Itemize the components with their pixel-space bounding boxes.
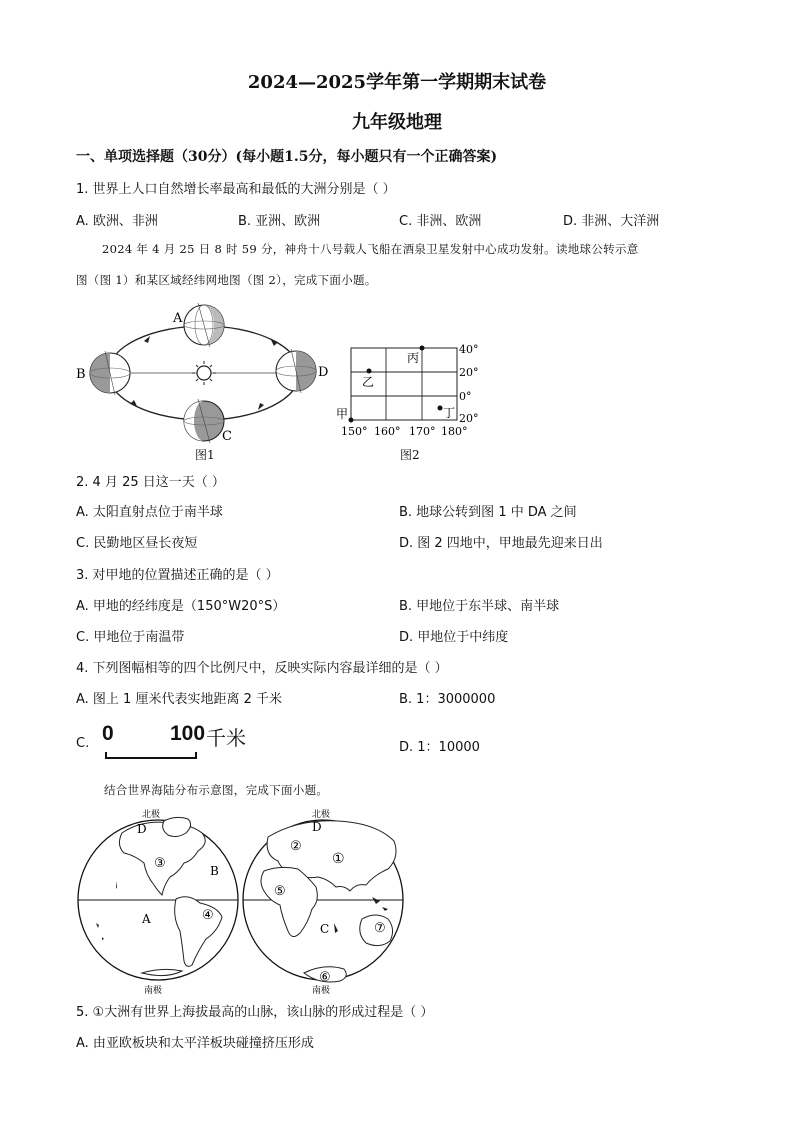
- q4-stem: 4. 下列图幅相等的四个比例尺中，反映实际内容最详细的是（ ）: [76, 661, 448, 676]
- svg-text:②: ②: [290, 839, 302, 854]
- q1-stem: 1. 世界上人口自然增长率最高和最低的大洲分别是（ ）: [76, 182, 396, 197]
- label-c: C: [222, 429, 232, 444]
- svg-text:⑥: ⑥: [319, 970, 331, 985]
- label-b: B: [76, 367, 86, 382]
- earth-position-a: [184, 303, 224, 347]
- point-yi: 乙: [362, 375, 375, 389]
- q3-option-a[interactable]: A. 甲地的经纬度是（150°W20°S）: [76, 599, 286, 614]
- q4-option-a[interactable]: A. 图上 1 厘米代表实地距离 2 千米: [76, 692, 283, 707]
- north-pole-label-left: 北极: [142, 810, 161, 820]
- svg-text:180°: 180°: [441, 425, 468, 438]
- label-a: A: [173, 311, 183, 326]
- scale-bar: [100, 722, 260, 758]
- q2-option-d[interactable]: D. 图 2 四地中，甲地最先迎来日出: [399, 536, 603, 551]
- earth-position-d: [276, 349, 316, 393]
- q5-option-a[interactable]: A. 由亚欧板块和太平洋板块碰撞挤压形成: [76, 1036, 314, 1051]
- context1-line1: 2024 年 4 月 25 日 8 时 59 分，神舟十八号载人飞船在酒泉卫星发射中心成功发射。读地球公转示意: [102, 242, 639, 256]
- q3-stem: 3. 对甲地的位置描述正确的是（ ）: [76, 568, 279, 583]
- svg-text:160°: 160°: [374, 425, 401, 438]
- lat-long-grid-map: [334, 338, 484, 442]
- svg-text:D: D: [312, 820, 322, 834]
- svg-text:150°: 150°: [341, 425, 368, 438]
- svg-text:①: ①: [332, 851, 345, 867]
- exam-title: 2024—2025学年第一学期期末试卷: [247, 72, 547, 93]
- svg-text:⑤: ⑤: [274, 884, 286, 899]
- svg-text:D: D: [137, 822, 147, 836]
- figure1-caption: 图1: [195, 448, 215, 462]
- figure2-caption: 图2: [400, 448, 420, 462]
- svg-text:0°: 0°: [459, 390, 472, 403]
- scale-hundred: 100: [170, 722, 206, 745]
- south-pole-label-right: 南极: [312, 986, 331, 995]
- exam-subtitle: 九年级地理: [352, 112, 442, 133]
- earth-position-c: [184, 399, 224, 443]
- svg-text:③: ③: [154, 856, 166, 871]
- q5-stem: 5. ①大洲有世界上海拔最高的山脉，该山脉的形成过程是（ ）: [76, 1005, 434, 1020]
- svg-text:170°: 170°: [409, 425, 436, 438]
- context2-line1: 结合世界海陆分布示意图，完成下面小题。: [104, 783, 329, 797]
- context1-line2: 图（图 1）和某区域经纬网地图（图 2），完成下面小题。: [76, 273, 377, 287]
- q2-option-a[interactable]: A. 太阳直射点位于南半球: [76, 505, 223, 520]
- svg-text:⑦: ⑦: [374, 921, 386, 936]
- point-bing: 丙: [407, 351, 420, 365]
- q1-option-b[interactable]: B. 亚洲、欧洲: [238, 214, 321, 229]
- svg-text:20°: 20°: [459, 412, 479, 425]
- q4-option-d[interactable]: D. 1：10000: [399, 740, 480, 755]
- scale-unit: 千米: [206, 726, 246, 750]
- svg-text:B: B: [210, 864, 219, 878]
- q3-option-b[interactable]: B. 甲地位于东半球、南半球: [399, 599, 560, 614]
- svg-text:20°: 20°: [459, 366, 479, 379]
- q1-option-d[interactable]: D. 非洲、大洋洲: [563, 214, 660, 229]
- earth-position-b: [90, 351, 130, 395]
- world-land-sea-map: [72, 803, 417, 995]
- point-ding: 丁: [443, 406, 456, 420]
- q2-option-c[interactable]: C. 民勤地区昼长夜短: [76, 536, 198, 551]
- q3-option-c[interactable]: C. 甲地位于南温带: [76, 630, 185, 645]
- label-d: D: [318, 365, 329, 380]
- q2-option-b[interactable]: B. 地球公转到图 1 中 DA 之间: [399, 505, 577, 520]
- north-pole-label-right: 北极: [312, 810, 331, 820]
- svg-text:C: C: [320, 922, 330, 936]
- svg-text:④: ④: [202, 908, 214, 923]
- south-pole-label-left: 南极: [144, 986, 163, 995]
- point-jia: 甲: [336, 407, 349, 421]
- q2-stem: 2. 4 月 25 日这一天（ ）: [76, 475, 225, 490]
- svg-text:A: A: [142, 912, 151, 926]
- svg-text:40°: 40°: [459, 343, 479, 356]
- scale-zero: 0: [102, 722, 114, 745]
- q4-option-c[interactable]: C.: [76, 736, 90, 751]
- earth-revolution-diagram: [74, 300, 334, 448]
- q4-option-b[interactable]: B. 1：3000000: [399, 692, 496, 707]
- q1-option-c[interactable]: C. 非洲、欧洲: [399, 214, 482, 229]
- q3-option-d[interactable]: D. 甲地位于中纬度: [399, 630, 509, 645]
- section-heading: 一、单项选择题（30分）(每小题1.5分，每小题只有一个正确答案): [76, 149, 498, 165]
- q1-option-a[interactable]: A. 欧洲、非洲: [76, 214, 158, 229]
